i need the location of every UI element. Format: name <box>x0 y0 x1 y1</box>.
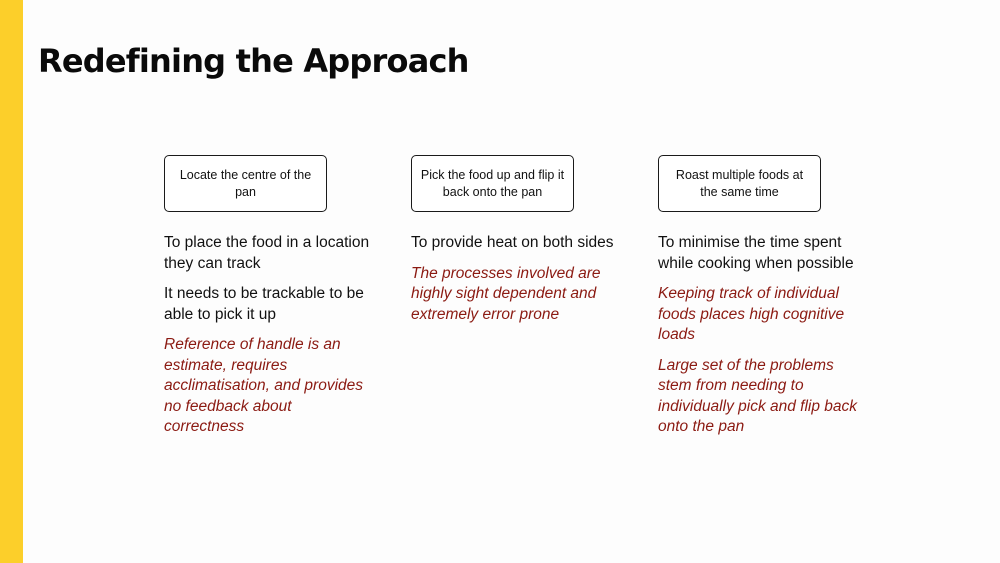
column-roast-multiple <box>658 155 868 448</box>
column-pick-and-flip <box>411 155 621 335</box>
step-box-locate-centre: Locate the centre of the pan <box>164 155 327 212</box>
purpose-text: To minimise the time spent while cooking when possible <box>658 234 854 272</box>
step-box-pick-and-flip: Pick the food up and flip it back onto the pan <box>411 155 574 212</box>
requirement-text: It needs to be trackable to be able to pick it up <box>164 285 364 323</box>
accent-bar <box>0 0 23 563</box>
slide-title: Redefining the Approach <box>38 42 469 80</box>
purpose-text: To place the food in a location they can track <box>164 234 370 272</box>
purpose-text: To provide heat on both sides <box>411 234 614 251</box>
step-box-roast-multiple: Roast multiple foods at the same time <box>658 155 821 212</box>
issue-text: Large set of the problems stem from needing to individually pick and flip back onto the pan <box>658 356 858 435</box>
column-locate-centre <box>164 155 374 448</box>
issue-text: Keeping track of individual foods places high cognitive loads <box>658 285 845 343</box>
issue-text: Reference of handle is an estimate, requires acclimatisation, and provides no feedback about correctness <box>164 336 364 435</box>
issue-text: The processes involved are highly sight dependent and extremely error prone <box>411 264 601 323</box>
